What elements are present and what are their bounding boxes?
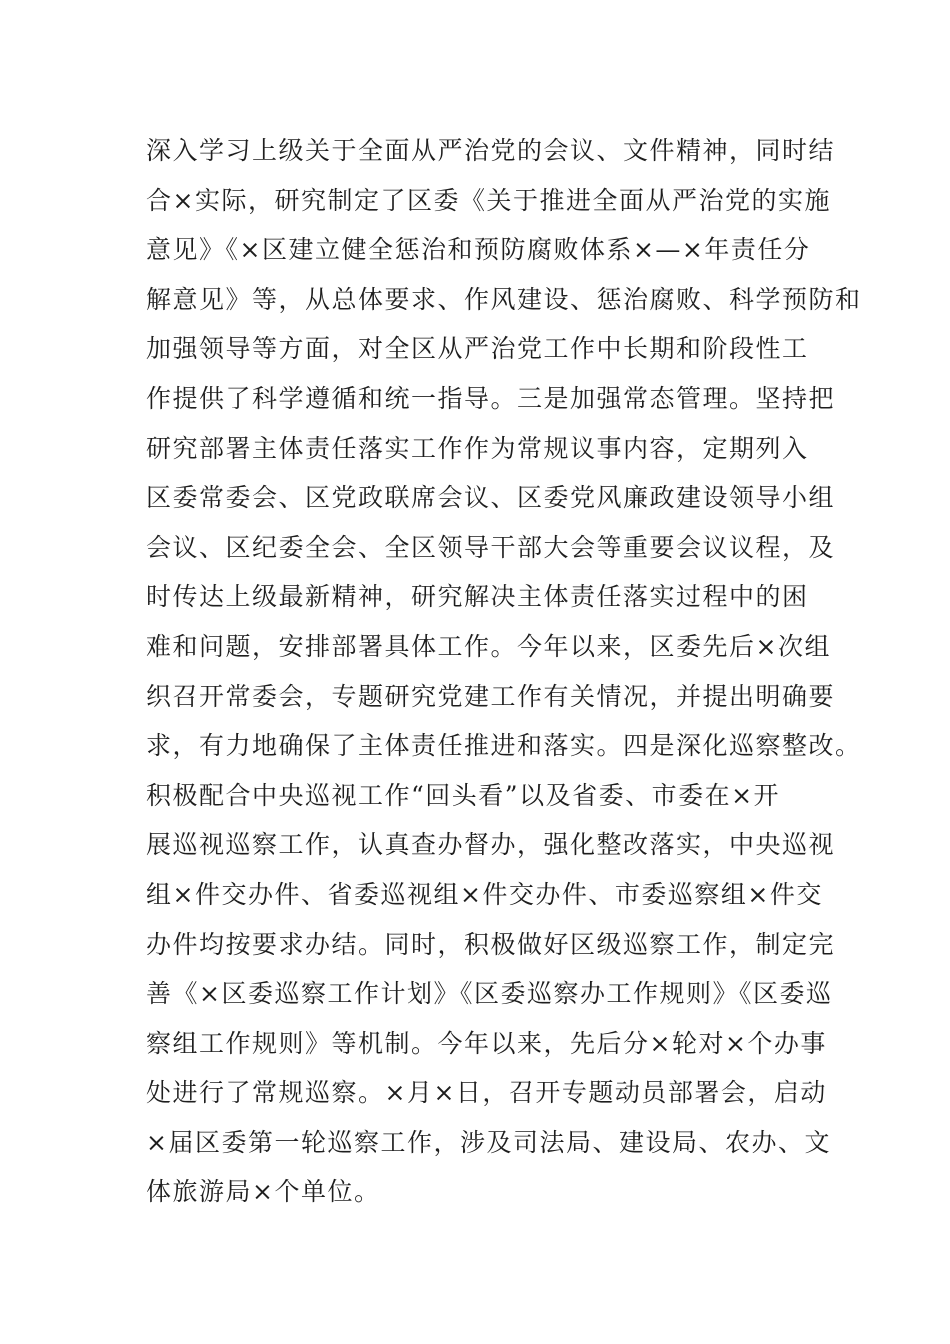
- text-line: 加强领导等方面，对全区从严治党工作中长期和阶段性工: [146, 334, 809, 364]
- text-line: 意见》《×区建立健全惩治和预防腐败体系×—×年责任分: [146, 235, 811, 265]
- text-line: 时传达上级最新精神，研究解决主体责任落实过程中的困: [146, 582, 809, 612]
- text-line: 解意见》等，从总体要求、作风建设、惩治腐败、科学预防和: [146, 284, 862, 314]
- text-line: ×届区委第一轮巡察工作，涉及司法局、建设局、农办、文: [146, 1127, 831, 1157]
- text-line: 体旅游局×个单位。: [146, 1177, 381, 1207]
- text-line: 求，有力地确保了主体责任推进和落实。四是深化巡察整改。: [146, 731, 862, 761]
- text-line: 展巡视巡察工作，认真查办督办，强化整改落实，中央巡视: [146, 830, 836, 860]
- body-paragraph: [146, 126, 862, 1217]
- text-line: 处进行了常规巡察。×月×日，召开专题动员部署会，启动: [146, 1078, 827, 1108]
- text-line: 善《×区委巡察工作计划》《区委巡察办工作规则》《区委巡: [146, 979, 833, 1009]
- text-line: 研究部署主体责任落实工作作为常规议事内容，定期列入: [146, 433, 809, 463]
- text-line: 会议、区纪委全会、全区领导干部大会等重要会议议程，及: [146, 532, 836, 562]
- text-line: 区委常委会、区党政联席会议、区委党风廉政建设领导小组: [146, 483, 836, 513]
- text-line: 作提供了科学遵循和统一指导。三是加强常态管理。坚持把: [146, 383, 836, 413]
- text-line: 积极配合中央巡视工作“回头看”以及省委、市委在×开: [146, 780, 781, 810]
- text-line: 组×件交办件、省委巡视组×件交办件、市委巡察组×件交: [146, 879, 823, 909]
- text-line: 深入学习上级关于全面从严治党的会议、文件精神，同时结: [146, 136, 836, 165]
- text-line: 察组工作规则》等机制。今年以来，先后分×轮对×个办事: [146, 1028, 827, 1058]
- text-line: 织召开常委会，专题研究党建工作有关情况，并提出明确要: [146, 681, 836, 711]
- text-line: 难和问题，安排部署具体工作。今年以来，区委先后×次组: [146, 631, 831, 661]
- text-line: 合×实际，研究制定了区委《关于推进全面从严治党的实施: [146, 185, 831, 215]
- text-line: 办件均按要求办结。同时，积极做好区级巡察工作，制定完: [146, 929, 836, 959]
